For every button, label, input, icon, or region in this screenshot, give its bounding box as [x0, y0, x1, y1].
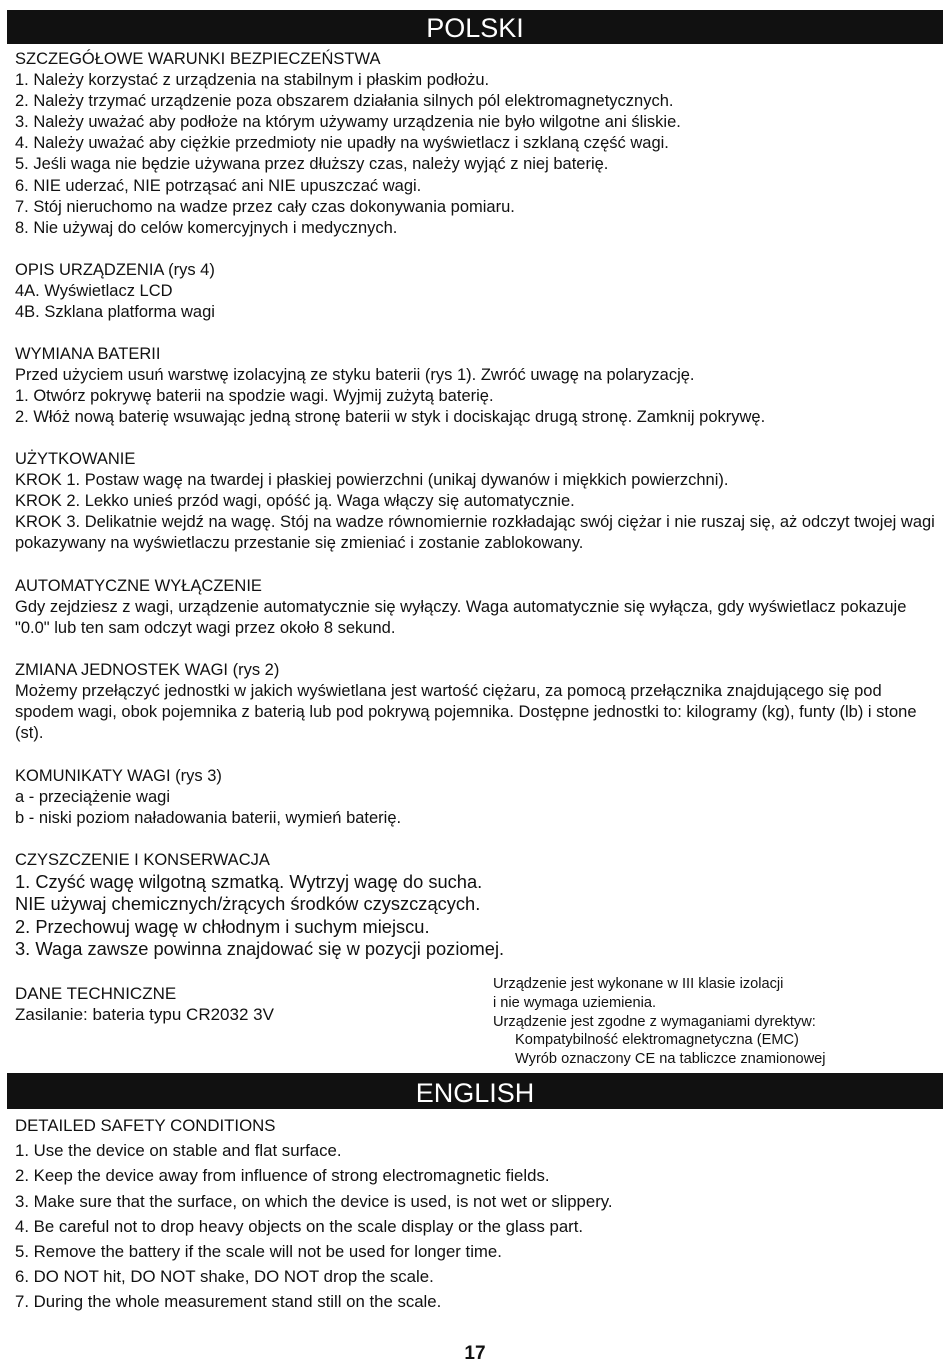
list-item: 4. Należy uważać aby ciężkie przedmioty nie upadły na wyświetlacz i szklaną część wagi.: [15, 134, 669, 153]
compliance-line: Wyrób oznaczony CE na tabliczce znamionowej: [515, 1051, 826, 1068]
list-item: 8. Nie używaj do celów komercyjnych i medycznych.: [15, 218, 398, 237]
technical-section-pl: [15, 983, 475, 1025]
list-item: 2. Keep the device away from influence of strong electromagnetic fields.: [15, 1166, 550, 1186]
list-item: Przed użyciem usuń warstwę izolacyjną ze styku baterii (rys 1). Zwróć uwagę na polaryzację.: [15, 366, 695, 385]
section-title-polski: POLSKI: [426, 13, 524, 43]
list-item: 7. Stój nieruchomo na wadze przez cały czas dokonywania pomiaru.: [15, 197, 515, 216]
list-item: b - niski poziom naładowania baterii, wymień baterię.: [15, 809, 402, 828]
compliance-line: Kompatybilność elektromagnetyczna (EMC): [515, 1032, 799, 1049]
list-item: 4B. Szklana platforma wagi: [15, 303, 215, 322]
list-item: 6. NIE uderzać, NIE potrząsać ani NIE upuszczać wagi.: [15, 176, 422, 195]
section-heading: DETAILED SAFETY CONDITIONS: [15, 1116, 276, 1135]
paragraph: Możemy przełączyć jednostki w jakich wyświetlana jest wartość ciężaru, za pomocą przełącznika znajdującego się pod spodem wagi, obok pojemnika z baterią lub pod pokrywą pojemnika. Dostępne jednostki to: kilogramy (kg), funty (lb) i stone (st).: [15, 682, 917, 743]
list-item: KROK 3. Delikatnie wejdź na wagę. Stój na wadze równomiernie rozkładając swój ciężar i nie ruszaj się, aż odczyt twojej wagi pokazywany na wyświetlaczu przestanie się zmieniać i zostanie zablokowany.: [15, 513, 935, 553]
page-number: 17: [464, 1343, 486, 1364]
section-banner-polski: [7, 10, 943, 44]
section-banner-english: [7, 1073, 943, 1109]
section-heading: WYMIANA BATERII: [15, 345, 161, 363]
section-heading: CZYSZCZENIE I KONSERWACJA: [15, 851, 270, 869]
usage-section-pl: [15, 449, 940, 554]
list-item: KROK 2. Lekko unieś przód wagi, opóść ją. Waga włączy się automatycznie.: [15, 492, 575, 511]
list-item: 1. Czyść wagę wilgotną szmatką. Wytrzyj wagę do sucha.: [15, 871, 483, 893]
list-item: KROK 1. Postaw wagę na twardej i płaskiej powierzchni (unikaj dywanów i miękkich powierzchni).: [15, 471, 729, 490]
description-section-pl: [15, 260, 940, 323]
battery-section-pl: [15, 344, 940, 428]
list-item: 3. Należy uważać aby podłoże na którym używamy urządzenia nie było wilgotne ani śliskie.: [15, 113, 681, 132]
messages-section-pl: [15, 766, 940, 829]
compliance-line: i nie wymaga uziemienia.: [493, 994, 657, 1011]
list-item: 2. Przechowuj wagę w chłodnym i suchym miejscu.: [15, 915, 430, 937]
list-item: a - przeciążenie wagi: [15, 788, 170, 807]
compliance-line: Urządzenie jest zgodne z wymaganiami dyrektyw:: [493, 1013, 816, 1030]
list-item: 1. Use the device on stable and flat surface.: [15, 1141, 342, 1161]
section-heading: DANE TECHNICZNE: [15, 984, 177, 1003]
list-item: 2. Należy trzymać urządzenie poza obszarem działania silnych pól elektromagnetycznych.: [15, 92, 674, 111]
compliance-line: Urządzenie jest wykonane w III klasie izolacji: [493, 976, 784, 992]
section-heading: UŻYTKOWANIE: [15, 450, 136, 468]
cleaning-section-pl: [15, 850, 940, 960]
section-heading: AUTOMATYCZNE WYŁĄCZENIE: [15, 577, 262, 595]
auto-off-section-pl: [15, 576, 940, 639]
list-item: NIE używaj chemicznych/żrących środków czyszczących.: [15, 893, 481, 915]
section-heading: ZMIANA JEDNOSTEK WAGI (rys 2): [15, 661, 280, 679]
list-item: 6. DO NOT hit, DO NOT shake, DO NOT drop the scale.: [15, 1267, 434, 1287]
section-heading: OPIS URZĄDZENIA (rys 4): [15, 261, 215, 279]
list-item: 2. Włóż nową baterię wsuwając jedną stronę baterii w styk i dociskając drugą stronę. Zamknij pokrywę.: [15, 408, 766, 427]
safety-section-en: [15, 1113, 940, 1315]
section-heading: KOMUNIKATY WAGI (rys 3): [15, 767, 222, 785]
list-item: 5. Jeśli waga nie będzie używana przez dłuższy czas, należy wyjąć z niej baterię.: [15, 155, 609, 174]
list-item: 5. Remove the battery if the scale will not be used for longer time.: [15, 1242, 502, 1262]
list-item: 4A. Wyświetlacz LCD: [15, 282, 173, 301]
list-item: 4. Be careful not to drop heavy objects on the scale display or the glass part.: [15, 1216, 584, 1236]
paragraph: Gdy zejdziesz z wagi, urządzenie automatycznie się wyłączy. Waga automatycznie się wyłącza, gdy wyświetlacz pokazuje "0.0" lub ten sam odczyt wagi przez około 8 sekund.: [15, 598, 907, 638]
section-title-english: ENGLISH: [415, 1078, 535, 1108]
list-item: 3. Waga zawsze powinna znajdować się w pozycji poziomej.: [15, 937, 505, 959]
list-item: 7. During the whole measurement stand still on the scale.: [15, 1292, 442, 1312]
section-heading: SZCZEGÓŁOWE WARUNKI BEZPIECZEŃSTWA: [15, 50, 381, 68]
compliance-note-pl: [493, 975, 943, 1069]
list-item: 1. Otwórz pokrywę baterii na spodzie wagi. Wyjmij zużytą baterię.: [15, 387, 494, 406]
safety-section-pl: [15, 49, 940, 239]
units-section-pl: [15, 660, 940, 744]
list-item: 3. Make sure that the surface, on which the device is used, is not wet or slippery.: [15, 1191, 613, 1211]
power-spec: Zasilanie: bateria typu CR2032 3V: [15, 1005, 274, 1024]
list-item: 1. Należy korzystać z urządzenia na stabilnym i płaskim podłożu.: [15, 71, 490, 90]
